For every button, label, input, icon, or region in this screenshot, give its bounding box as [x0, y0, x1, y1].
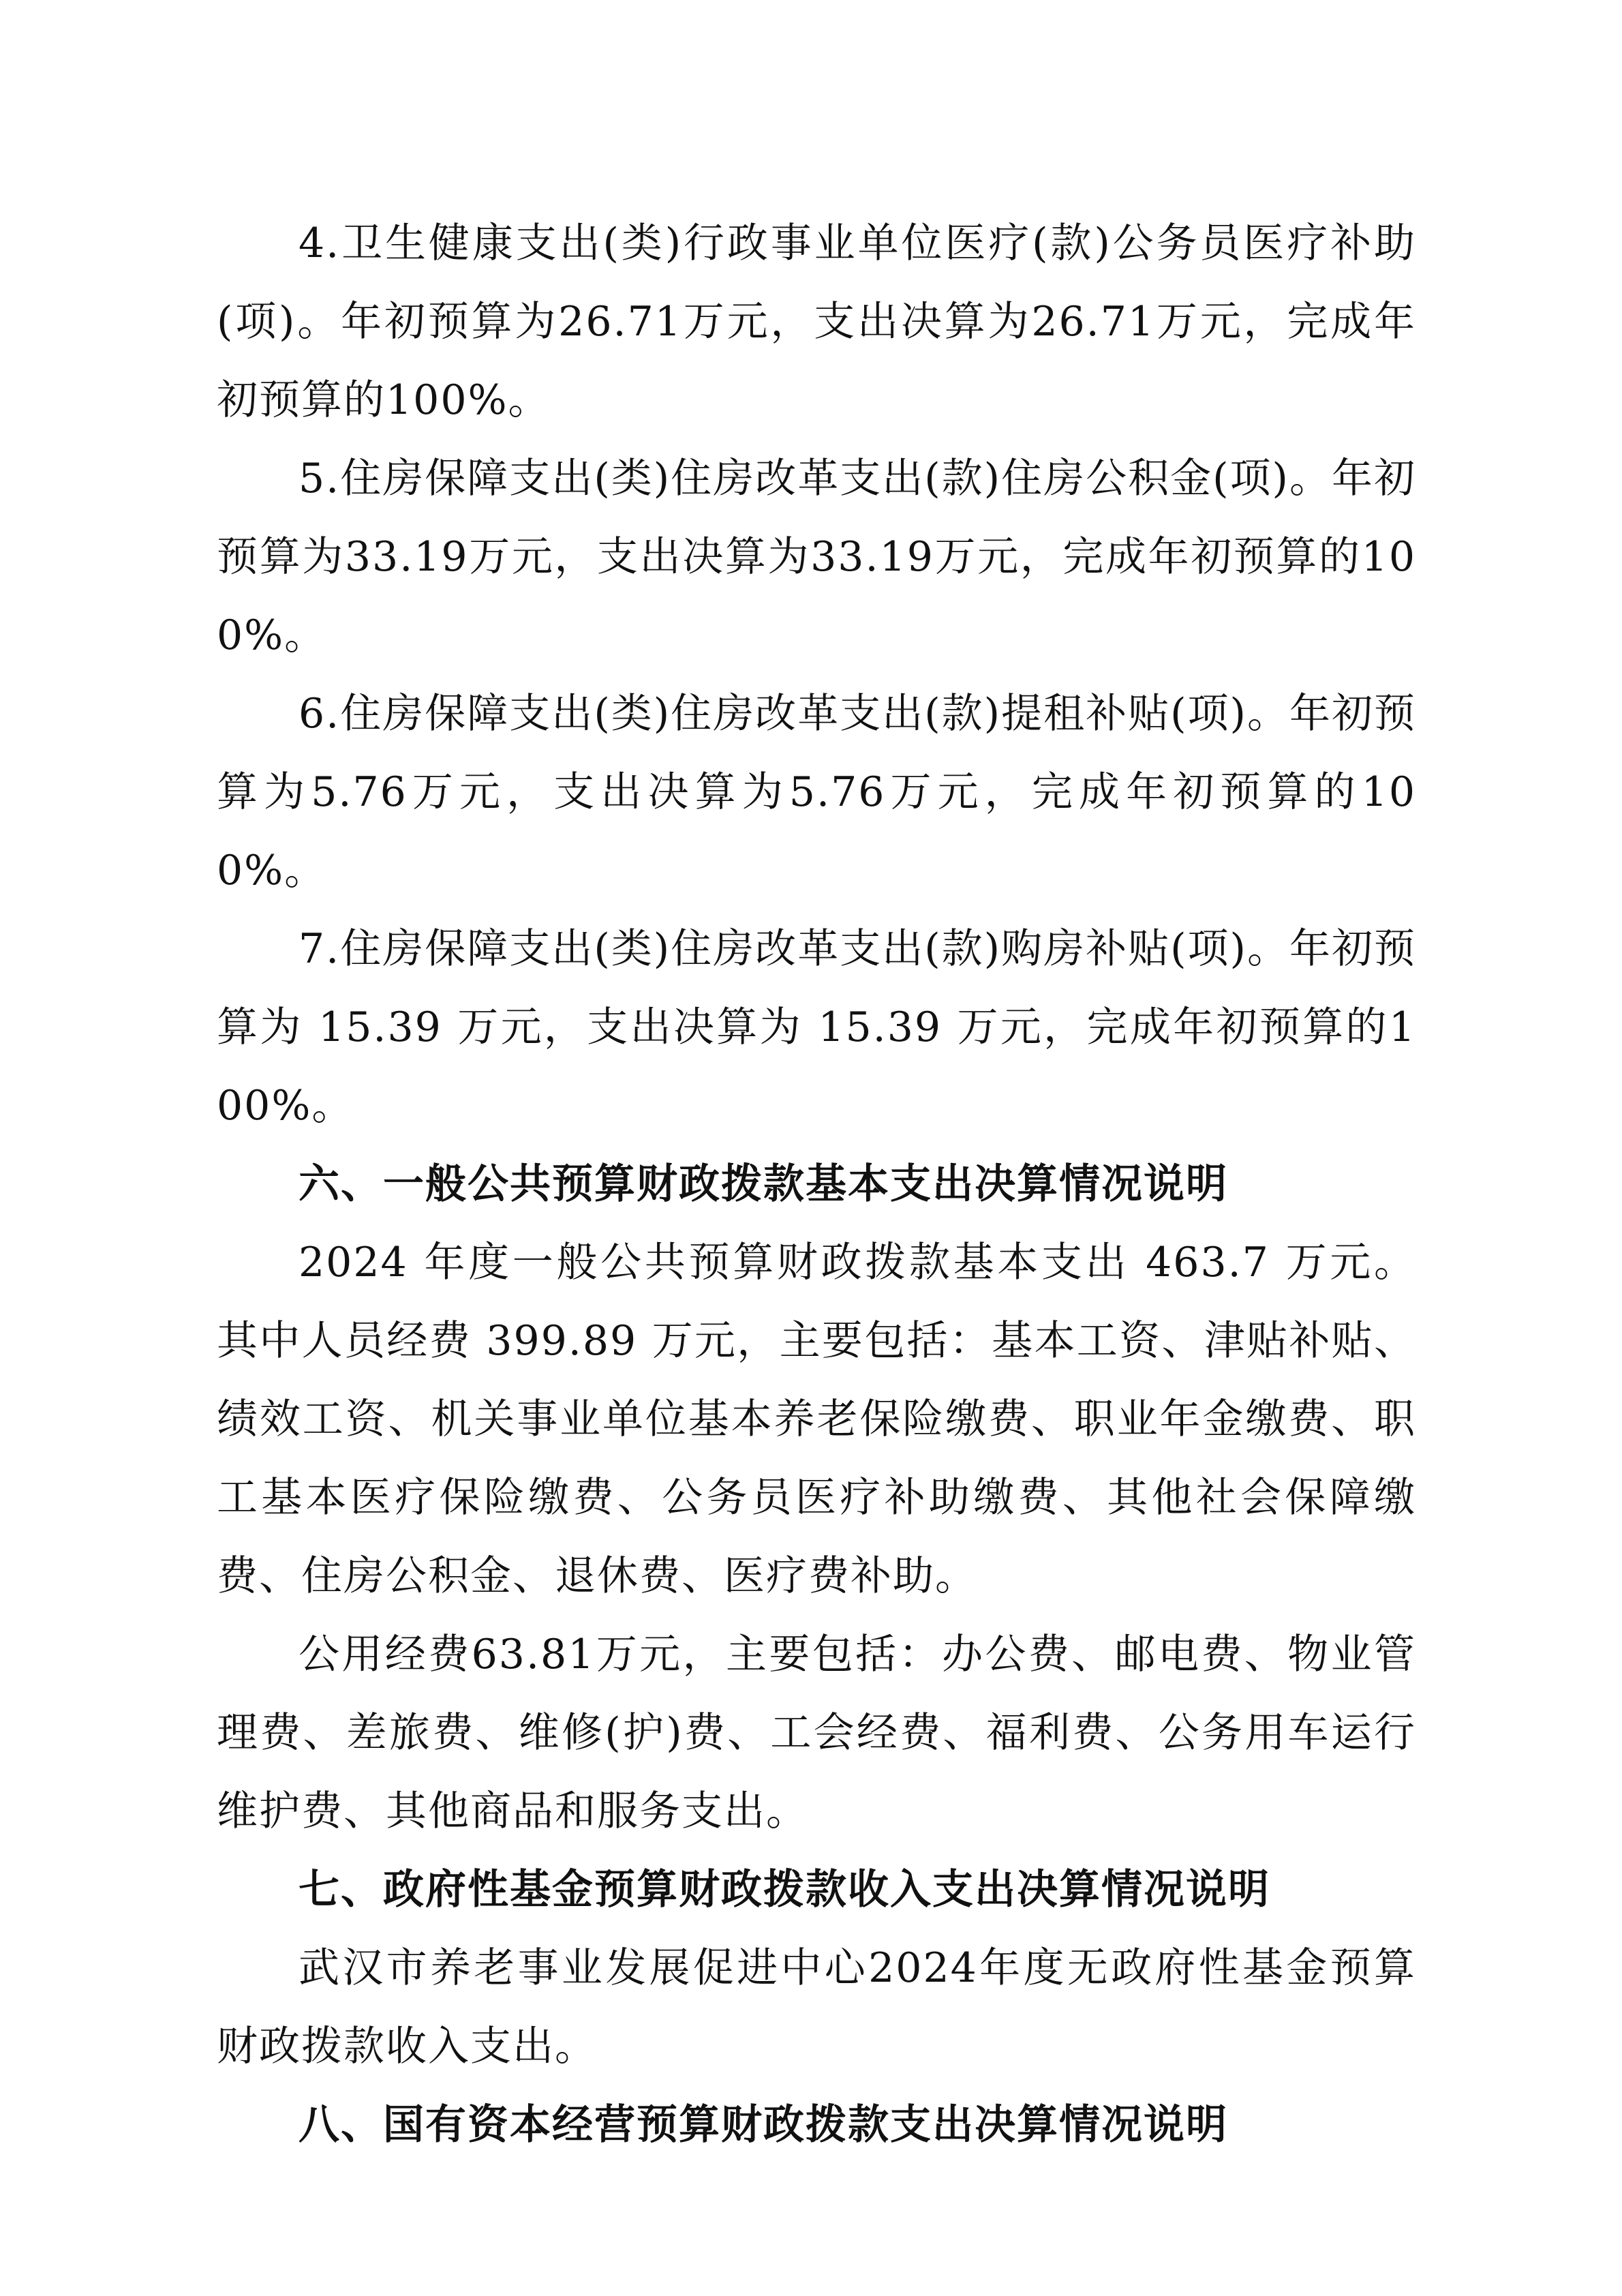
paragraph-public-expense: 公用经费63.81万元，主要包括：办公费、邮电费、物业管理费、差旅费、维修(护)费、工会经费、福利费、公务用车运行维护费、其他商品和服务支出。 [217, 1631, 1416, 1835]
paragraph-basic-expense: 2024 年度一般公共预算财政拨款基本支出 463.7 万元。其中人员经费 399.89 万元，主要包括：基本工资、津贴补贴、绩效工资、机关事业单位基本养老保险缴费、职业年金缴费、职工基本医疗保险缴费、公务员医疗补助缴费、其他社会保障缴费、住房公积金、退休费、医疗费补助。 [217, 1239, 1416, 1600]
section-heading-7: 七、政府性基金预算财政拨款收入支出决算情况说明 [299, 1866, 1270, 1914]
paragraph-housing-purchase-subsidy: 7.住房保障支出(类)住房改革支出(款)购房补贴(项)。年初预算为 15.39 万元，支出决算为 15.39 万元，完成年初预算的100%。 [217, 925, 1416, 1130]
paragraph-government-fund: 武汉市养老事业发展促进中心2024年度无政府性基金预算财政拨款收入支出。 [217, 1944, 1416, 2070]
section-heading-6: 六、一般公共预算财政拨款基本支出决算情况说明 [299, 1160, 1228, 1208]
paragraph-rent-subsidy: 6.住房保障支出(类)住房改革支出(款)提租补贴(项)。年初预算为5.76万元，支出决算为5.76万元，完成年初预算的100%。 [217, 690, 1416, 894]
paragraph-housing-fund: 5.住房保障支出(类)住房改革支出(款)住房公积金(项)。年初预算为33.19万元，支出决算为33.19万元，完成年初预算的100%。 [217, 455, 1416, 659]
document-body [217, 205, 1416, 2164]
paragraph-health-expense: 4.卫生健康支出(类)行政事业单位医疗(款)公务员医疗补助(项)。年初预算为26.71万元，支出决算为26.71万元，完成年初预算的100%。 [217, 220, 1416, 424]
section-heading-8: 八、国有资本经营预算财政拨款支出决算情况说明 [299, 2101, 1228, 2149]
